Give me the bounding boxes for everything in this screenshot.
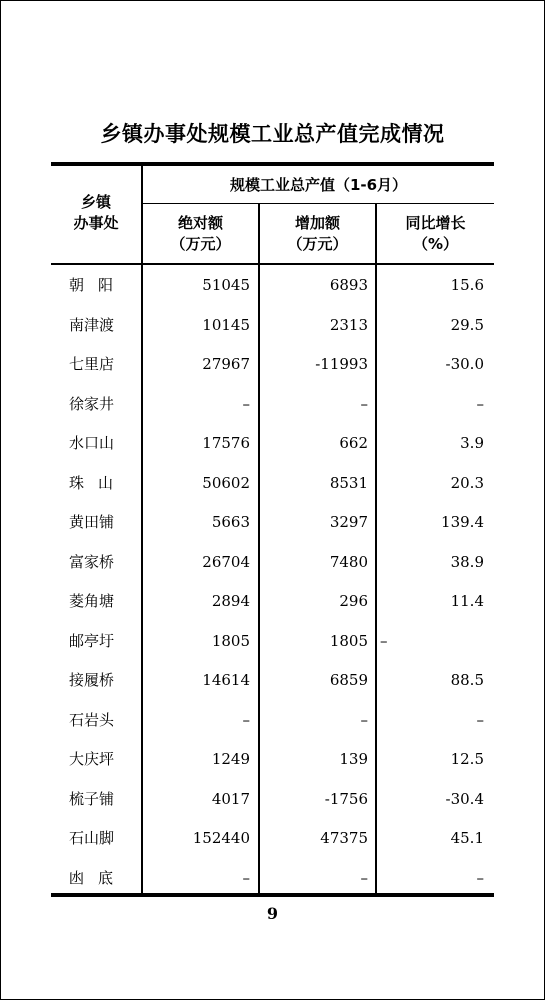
row-increase: -11993 bbox=[315, 355, 368, 373]
row-increase: – bbox=[360, 394, 368, 413]
row-name: 富家桥 bbox=[69, 552, 115, 571]
row-name: 七里店 bbox=[69, 355, 115, 373]
row-name: 珠山 bbox=[69, 473, 128, 492]
row-increase: -1756 bbox=[324, 789, 368, 808]
row-name: 黄田铺 bbox=[69, 513, 115, 531]
row-growth: 139.4 bbox=[441, 513, 484, 531]
row-name: 大庆坪 bbox=[69, 750, 115, 768]
row-absolute: – bbox=[242, 868, 250, 887]
row-absolute: 51045 bbox=[202, 276, 250, 294]
row-growth: 15.6 bbox=[450, 276, 484, 294]
row-growth: – bbox=[476, 868, 484, 887]
row-increase: 1805 bbox=[329, 631, 368, 650]
row-absolute: 10145 bbox=[202, 315, 250, 334]
row-growth: 12.5 bbox=[450, 750, 484, 768]
row-increase: 662 bbox=[339, 434, 368, 452]
row-name: 石岩头 bbox=[69, 710, 115, 729]
table-row bbox=[51, 344, 494, 384]
page-number: 9 bbox=[266, 904, 279, 923]
row-name: 徐家井 bbox=[69, 394, 115, 413]
row-growth: 88.5 bbox=[450, 671, 484, 689]
row-growth: 3.9 bbox=[460, 434, 484, 452]
row-absolute: 4017 bbox=[211, 789, 250, 808]
page-title: 乡镇办事处规模工业总产值完成情况 bbox=[100, 122, 445, 146]
row-header: 乡镇 办事处 bbox=[73, 193, 119, 232]
col-header-increase: 增加额 （万元） bbox=[287, 214, 348, 253]
row-name: 邮亭圩 bbox=[69, 631, 115, 650]
group-header: 规模工业总产值（1-6月） bbox=[229, 176, 408, 194]
row-increase: – bbox=[360, 868, 368, 887]
table-row bbox=[51, 463, 494, 503]
table-row bbox=[51, 858, 494, 898]
row-growth: – bbox=[476, 394, 484, 413]
row-absolute: 14614 bbox=[202, 671, 250, 689]
row-name: 梳子铺 bbox=[69, 789, 115, 808]
row-name: 朝阳 bbox=[69, 276, 128, 294]
row-increase: 2313 bbox=[329, 315, 368, 334]
group-header-rule bbox=[143, 203, 494, 204]
row-growth: 45.1 bbox=[450, 829, 484, 847]
row-increase: 8531 bbox=[329, 473, 368, 492]
row-increase: 6893 bbox=[329, 276, 368, 294]
row-absolute: 5663 bbox=[211, 513, 250, 531]
row-absolute: 26704 bbox=[202, 552, 250, 571]
row-absolute: 17576 bbox=[202, 434, 250, 452]
table-row bbox=[51, 818, 494, 858]
col-header-growth: 同比增长 （%） bbox=[405, 214, 466, 253]
row-growth: – bbox=[476, 710, 484, 729]
table-top-rule bbox=[51, 162, 494, 166]
row-growth: 29.5 bbox=[450, 315, 484, 334]
row-name: 石山脚 bbox=[69, 829, 115, 847]
row-name: 菱角塘 bbox=[69, 592, 115, 610]
table-row bbox=[51, 660, 494, 700]
table-row bbox=[51, 621, 494, 661]
row-name: 南津渡 bbox=[69, 315, 115, 334]
row-growth: 38.9 bbox=[450, 552, 484, 571]
row-name: 水口山 bbox=[69, 434, 115, 452]
row-name: 凼底 bbox=[69, 868, 128, 887]
table-row bbox=[51, 502, 494, 542]
row-increase: 296 bbox=[339, 592, 368, 610]
row-increase: 6859 bbox=[329, 671, 368, 689]
table-row bbox=[51, 779, 494, 819]
row-absolute: 152440 bbox=[192, 829, 250, 847]
table-row bbox=[51, 700, 494, 740]
table-row bbox=[51, 265, 494, 305]
row-increase: 3297 bbox=[329, 513, 368, 531]
table-row bbox=[51, 423, 494, 463]
col-header-absolute: 绝对额 （万元） bbox=[170, 214, 231, 253]
table-row bbox=[51, 384, 494, 424]
row-increase: – bbox=[360, 710, 368, 729]
row-absolute: – bbox=[242, 394, 250, 413]
row-absolute: 50602 bbox=[202, 473, 250, 492]
row-increase: 139 bbox=[339, 750, 368, 768]
table-row bbox=[51, 739, 494, 779]
row-absolute: – bbox=[242, 710, 250, 729]
row-absolute: 1249 bbox=[211, 750, 250, 768]
row-absolute: 1805 bbox=[211, 631, 250, 650]
row-growth: – bbox=[380, 631, 388, 650]
row-growth: -30.0 bbox=[445, 355, 484, 373]
row-increase: 47375 bbox=[320, 829, 368, 847]
row-absolute: 27967 bbox=[202, 355, 250, 373]
table-row bbox=[51, 542, 494, 582]
row-growth: 11.4 bbox=[450, 592, 484, 610]
row-increase: 7480 bbox=[329, 552, 368, 571]
table-row bbox=[51, 305, 494, 345]
row-absolute: 2894 bbox=[211, 592, 250, 610]
row-growth: 20.3 bbox=[450, 473, 484, 492]
table-row bbox=[51, 581, 494, 621]
row-growth: -30.4 bbox=[445, 789, 484, 808]
row-name: 接履桥 bbox=[69, 671, 115, 689]
